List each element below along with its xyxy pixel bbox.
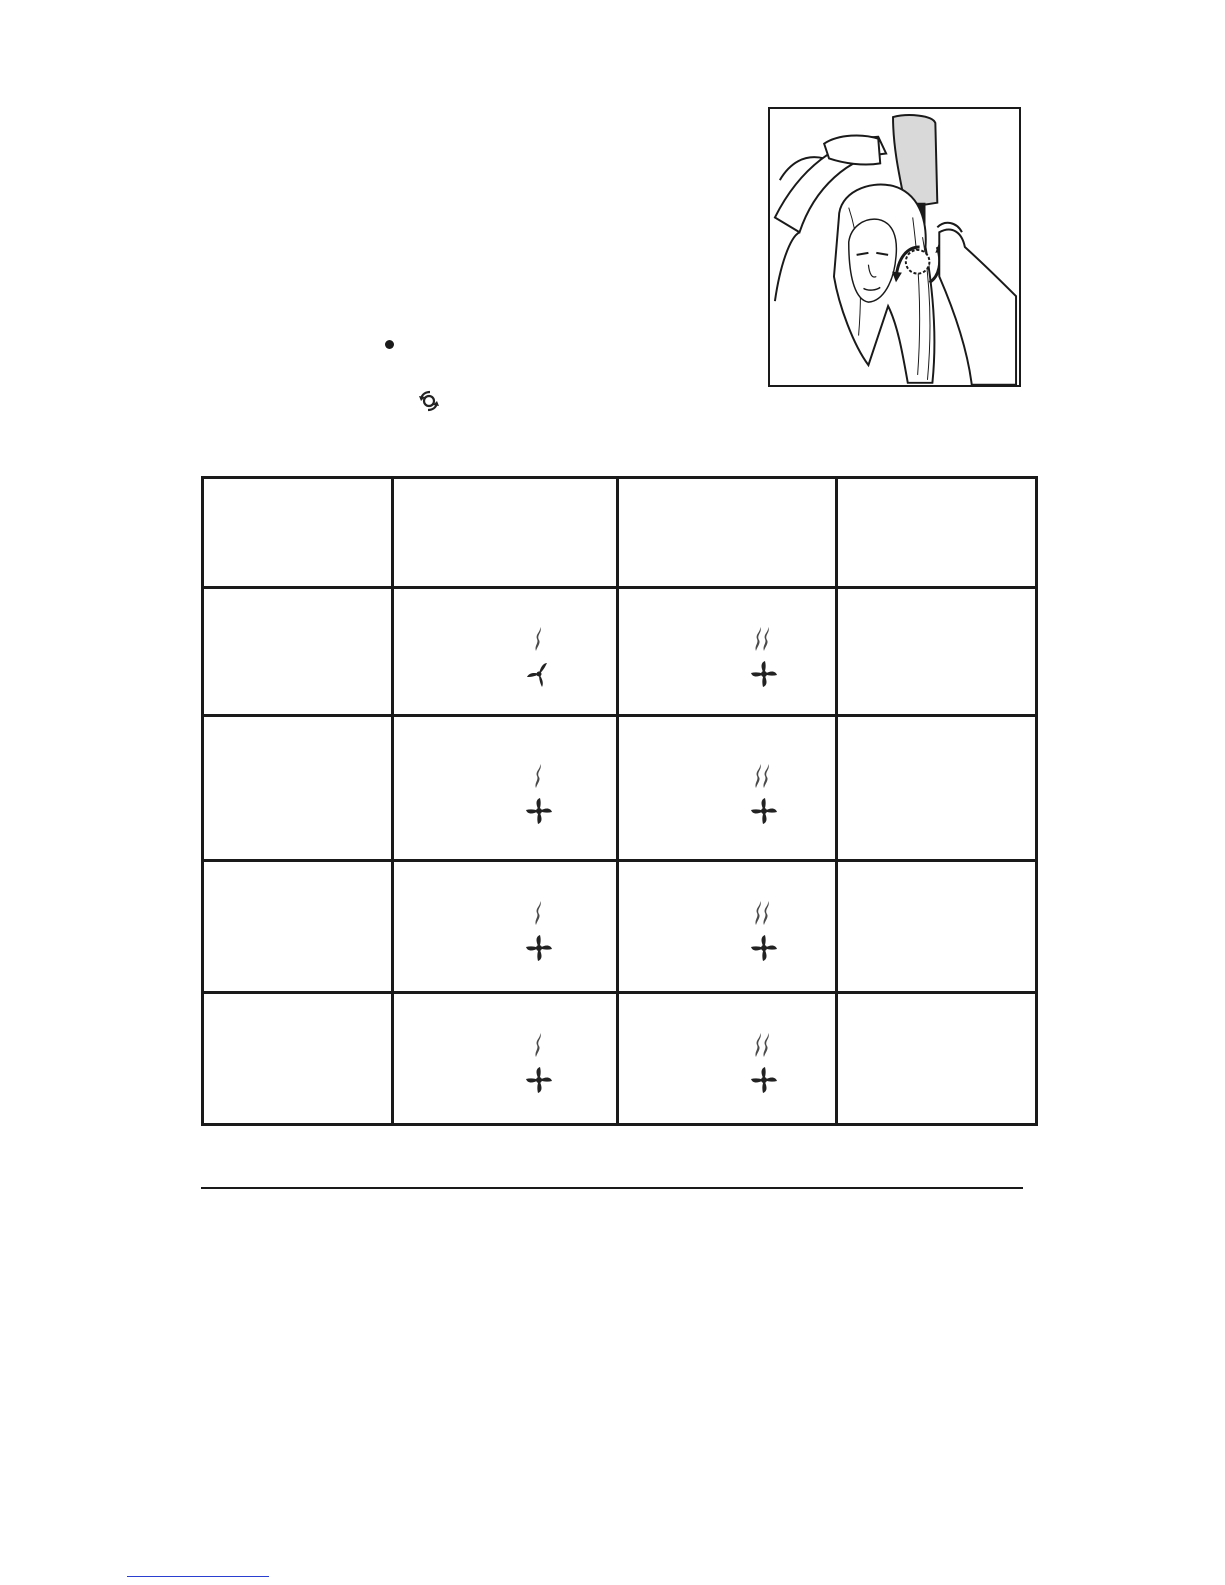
fan-high-icon — [750, 660, 778, 688]
settings-table — [201, 476, 1038, 1126]
table-cell — [618, 716, 837, 861]
table-row — [203, 587, 1037, 716]
table-cell — [393, 587, 618, 716]
footer-link-underline[interactable] — [127, 1576, 269, 1577]
table-cell — [837, 716, 1037, 861]
header-cell — [837, 478, 1037, 588]
fan-high-icon — [525, 1066, 553, 1094]
table-cell — [618, 587, 837, 716]
heat-high-icon — [754, 900, 774, 926]
fan-high-icon — [750, 1066, 778, 1094]
header-cell — [393, 478, 618, 588]
table-cell — [837, 993, 1037, 1125]
heat-high-icon — [754, 1032, 774, 1058]
bullet-dot-icon — [385, 340, 394, 349]
table-row — [203, 861, 1037, 993]
heat-low-icon — [529, 900, 549, 926]
table-cell — [203, 587, 393, 716]
fan-high-icon — [750, 934, 778, 962]
heat-high-icon — [754, 626, 774, 652]
table-cell — [393, 716, 618, 861]
high-setting-icons — [746, 763, 782, 827]
table-cell — [618, 993, 837, 1125]
table-row — [203, 716, 1037, 861]
heat-low-icon — [529, 1032, 549, 1058]
table-cell — [837, 861, 1037, 993]
heat-low-icon — [529, 763, 549, 789]
high-setting-icons — [746, 626, 782, 690]
fan-high-icon — [525, 934, 553, 962]
woman-drying-hair-icon — [770, 109, 1019, 385]
low-setting-icons — [521, 626, 557, 690]
table-cell — [393, 993, 618, 1125]
table-cell — [203, 716, 393, 861]
hair-drying-illustration — [768, 107, 1021, 387]
fan-low-icon — [525, 660, 553, 688]
high-setting-icons — [746, 1032, 782, 1096]
section-divider — [201, 1187, 1023, 1189]
rotate-arrows-icon — [417, 389, 441, 413]
table-cell — [203, 993, 393, 1125]
high-setting-icons — [746, 900, 782, 964]
low-setting-icons — [521, 1032, 557, 1096]
table-cell — [203, 861, 393, 993]
fan-high-icon — [525, 797, 553, 825]
table-header-row — [203, 478, 1037, 588]
table-cell — [618, 861, 837, 993]
table-cell — [837, 587, 1037, 716]
table-row — [203, 993, 1037, 1125]
header-cell — [618, 478, 837, 588]
low-setting-icons — [521, 900, 557, 964]
heat-high-icon — [754, 763, 774, 789]
table-cell — [393, 861, 618, 993]
header-cell — [203, 478, 393, 588]
heat-low-icon — [529, 626, 549, 652]
fan-high-icon — [750, 797, 778, 825]
low-setting-icons — [521, 763, 557, 827]
